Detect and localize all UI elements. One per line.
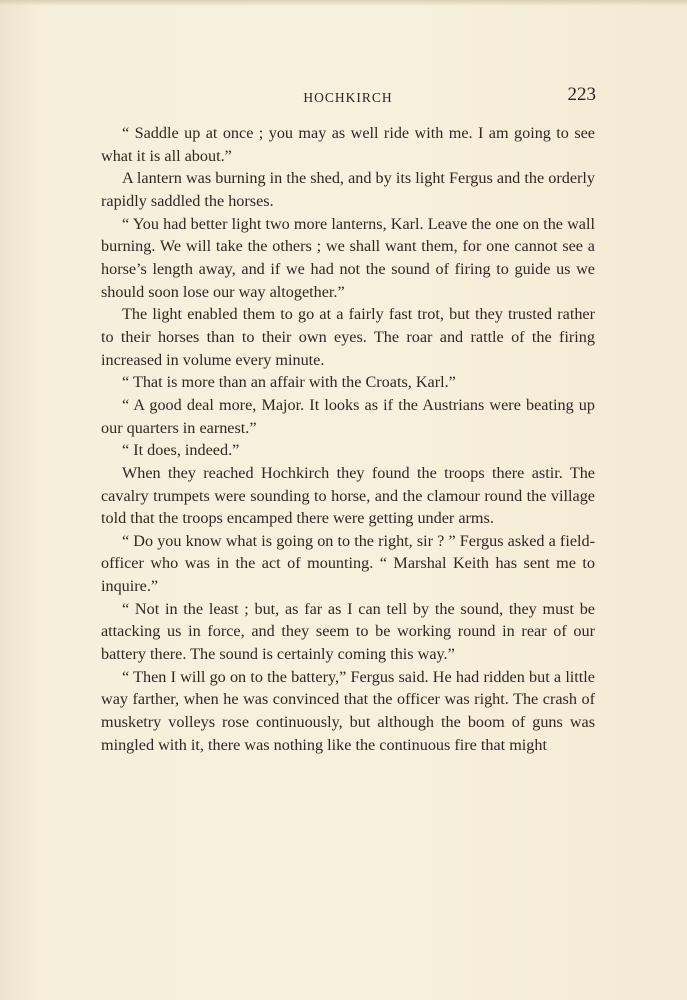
paragraph-7: “ It does, indeed.” [122, 441, 240, 460]
page-number: 223 [567, 84, 596, 105]
paragraph-3: “ You had better light two more lanterns, Karl. Leave the one on the wall burning. We will take the others ; we shall want them, for one cannot see a horse’s length away, and if we had not the sound of firing to guide us we should soon lose our way altogether.” [101, 214, 595, 301]
paragraph-2: A lantern was burning in the shed, and by its light Fergus and the orderly rapidly saddled the horses. [101, 169, 595, 210]
paragraph-8: When they reached Hochkirch they found the troops there astir. The cavalry trumpets were sounding to horse, and the clamour round the village told that the troops encamped there were getting under arms. [101, 463, 595, 528]
paragraph-9: “ Do you know what is going on to the right, sir ? ” Fergus asked a field-officer who was in the act of mounting. “ Marshal Keith has sent me to inquire.” [101, 531, 595, 596]
paragraph-5: “ That is more than an affair with the Croats, Karl.” [122, 373, 456, 392]
page-top-edge [0, 0, 687, 6]
body-text [101, 122, 595, 756]
paragraph-6: “ A good deal more, Major. It looks as if the Austrians were beating up our quarters in earnest.” [101, 395, 595, 437]
paragraph-11: “ Then I will go on to the battery,” Fergus said. He had ridden but a little way farther, when he was convinced that the officer was right. The crash of musketry volleys rose continuously, but although the boom of guns was mingled with it, there was nothing like the continuous fire that might [101, 667, 595, 754]
paragraph-1: “ Saddle up at once ; you may as well ride with me. I am going to see what it is all about.” [101, 124, 595, 165]
running-title: HOCHKIRCH [303, 90, 393, 105]
paragraph-4: The light enabled them to go at a fairly fast trot, but they trusted rather to their horses than to their own eyes. The roar and rattle of the firing increased in volume every minute. [101, 305, 595, 369]
paragraph-10: “ Not in the least ; but, as far as I can tell by the sound, they must be attacking us in force, and they seem to be working round in rear of our battery there. The sound is certainly coming this way.” [101, 599, 595, 664]
running-head [100, 84, 596, 114]
